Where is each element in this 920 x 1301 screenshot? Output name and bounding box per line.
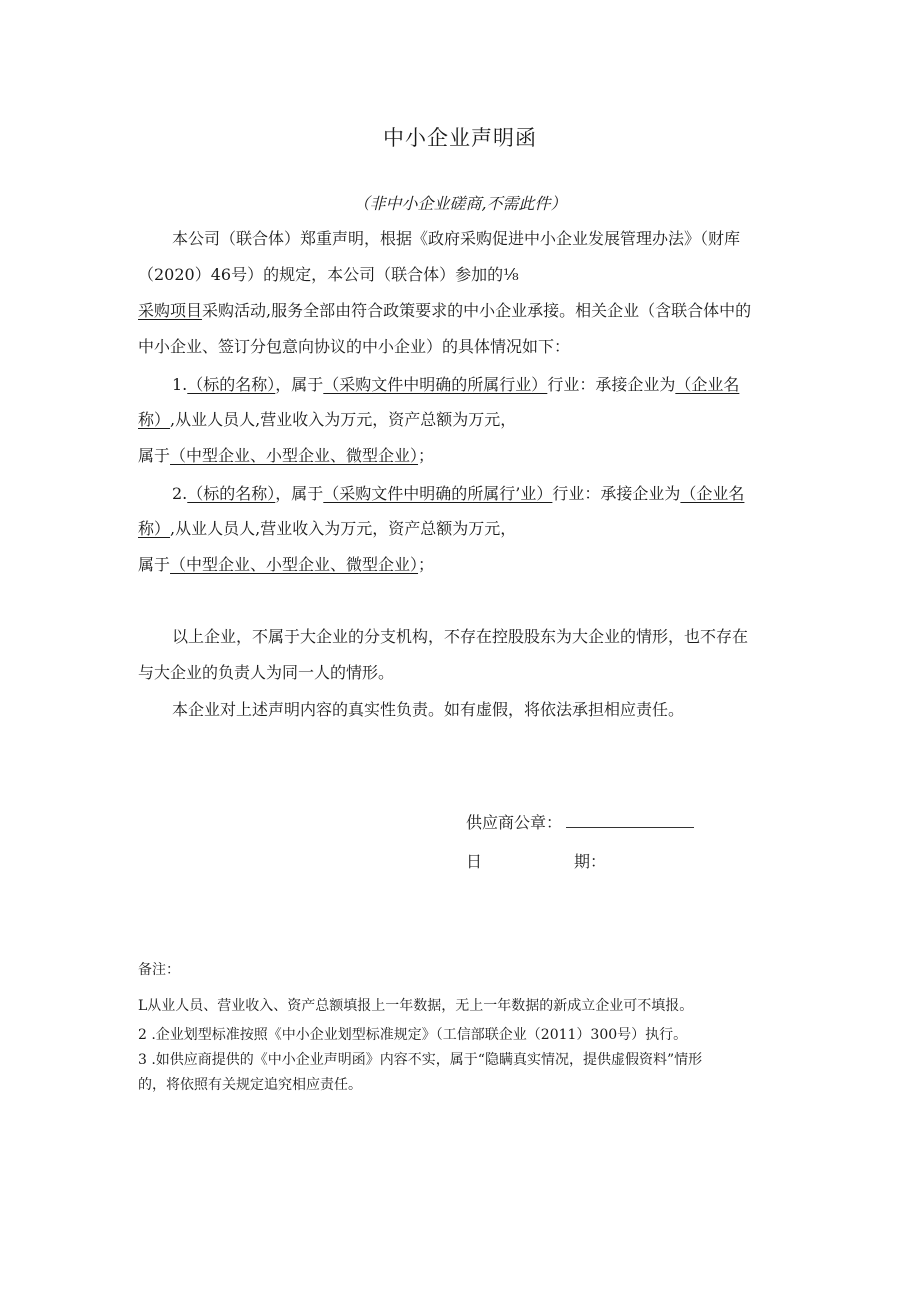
item-1-industry: （采购文件中明确的所属行业） bbox=[323, 375, 548, 394]
statement-line-1: 以上企业，不属于大企业的分支机构，不存在控股股东为大企业的情形，也不存在 bbox=[172, 627, 749, 646]
page-subtitle: （非中小企业磋商,不需此件） bbox=[353, 194, 567, 213]
item-2-line-3: 属于（中型企业、小型企业、微型企业）； bbox=[138, 555, 435, 574]
item-1-subject-name: （标的名称） bbox=[187, 375, 276, 394]
statement-line-2: 与大企业的负责人为同一人的情形。 bbox=[138, 663, 395, 682]
note-3-line-2: 的，将依照有关规定追究相应责任。 bbox=[138, 1077, 362, 1093]
seal-row bbox=[466, 812, 694, 834]
item-1-enterprise-type: （中型企业、小型企业、微型企业） bbox=[170, 446, 419, 465]
project-name-field: 采购项目 bbox=[138, 301, 203, 320]
item-1-line-2: 称）,从业人员人,营业收入为万元，资产总额为万元， bbox=[138, 410, 517, 429]
item-1-line-1: 1.（标的名称），属于（采购文件中明确的所属行业）行业：承接企业为（企业名 bbox=[172, 375, 740, 394]
intro-line-1: 本公司（联合体）郑重声明，根据《政府采购促进中小企业发展管理办法》（财库 bbox=[172, 229, 741, 248]
intro-line-4: 中小企业、签订分包意向协议的中小企业）的具体情况如下： bbox=[138, 337, 571, 356]
item-2-line-1: 2.（标的名称），属于（采购文件中明确的所属行’业）行业：承接企业为（企业名 bbox=[172, 484, 745, 503]
item-2-line-2: 称）,从业人员人,营业收入为万元，资产总额为万元， bbox=[138, 519, 517, 538]
page-title: 中小企业声明函 bbox=[383, 126, 537, 150]
item-2-enterprise-type: （中型企业、小型企业、微型企业） bbox=[170, 555, 419, 574]
item-2-industry: （采购文件中明确的所属行’业） bbox=[323, 484, 553, 503]
note-3-line-1: 3 .如供应商提供的《中小企业声明函》内容不实，属于“隐瞒真实情况，提供虚假资料”情形 bbox=[138, 1052, 703, 1068]
date-label-end: 期： bbox=[574, 852, 607, 871]
date-label-start: 日 bbox=[466, 852, 483, 871]
item-2-company: （企业名 bbox=[680, 484, 745, 503]
intro-line-3: 采购项目采购活动,服务全部由符合政策要求的中小企业承接。相关企业（含联合体中的 bbox=[138, 301, 752, 320]
seal-label: 供应商公章： bbox=[466, 813, 563, 832]
item-1-line-3: 属于（中型企业、小型企业、微型企业）； bbox=[138, 446, 435, 465]
note-1: L从业人员、营业收入、资产总额填报上一年数据，无上一年数据的新成立企业可不填报。 bbox=[138, 998, 694, 1014]
intro-line-2: （2020）46号）的规定，本公司（联合体）参加的⅛ bbox=[138, 265, 519, 284]
item-1-company: （企业名 bbox=[675, 375, 740, 394]
item-2-subject-name: （标的名称） bbox=[187, 484, 276, 503]
notes-heading: 备注： bbox=[138, 962, 180, 978]
note-2: 2 .企业划型标准按照《中小企业划型标准规定》（工信部联企业（2011）300号）执行。 bbox=[138, 1027, 688, 1043]
responsibility-statement: 本企业对上述声明内容的真实性负责。如有虚假，将依法承担相应责任。 bbox=[172, 700, 685, 719]
seal-line[interactable] bbox=[566, 813, 694, 828]
